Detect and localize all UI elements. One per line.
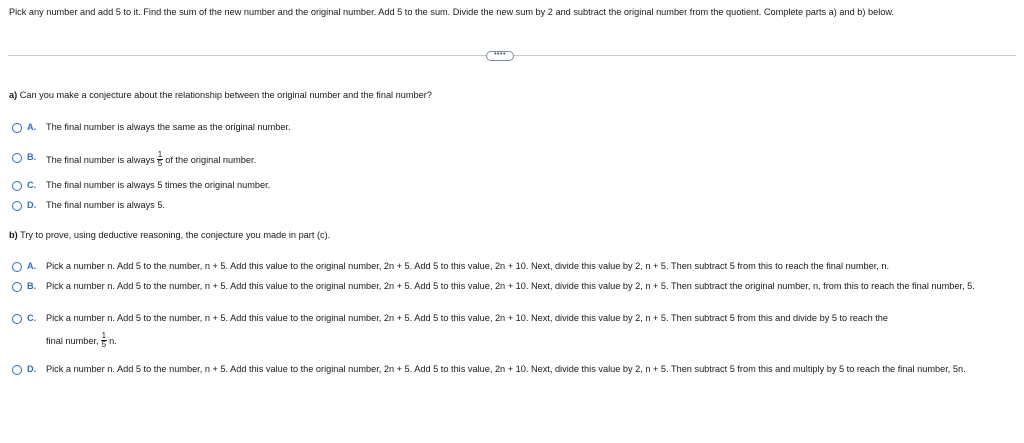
choice-text: Pick a number n. Add 5 to the number, n + 5. Add this value to the original number, 2n + 5. Add 5 to this value, 2n + 10. Next, divide this value by 2, n + 5. Then subtract the original number, n, from this to reach the final number, 5. <box>46 281 975 291</box>
choice-letter: C. <box>27 180 37 190</box>
choice-text <box>46 313 1008 350</box>
choice-letter: B. <box>27 152 37 162</box>
choice-text: Pick a number n. Add 5 to the number, n + 5. Add this value to the original number, 2n + 5. Add 5 to this value, 2n + 10. Next, divide this value by 2, n + 5. Then subtract 5 from this to reach the final number, n. <box>46 261 890 271</box>
radio-button[interactable] <box>12 282 22 292</box>
radio-button[interactable] <box>12 123 22 133</box>
choice-text-after: of the original number. <box>165 154 257 165</box>
choice-text-line1: Pick a number n. Add 5 to the number, n + 5. Add this value to the original number, 2n + 5. Add 5 to this value, 2n + 10. Next, divide this value by 2, n + 5. Then subtract 5 from this and divide by 5 to reach the <box>46 313 889 323</box>
fraction-numerator: 1 <box>101 331 107 340</box>
problem-statement: Pick any number and add 5 to it. Find the sum of the new number and the original number. Add 5 to the sum. Divide the new sum by 2 and subtract the original number from the quotient. Complete parts a) and b) below. <box>9 7 895 17</box>
fraction <box>101 332 107 349</box>
choice-text <box>46 152 1008 169</box>
choice-letter: D. <box>27 200 37 210</box>
choice-text-after: n. <box>109 335 117 346</box>
choice-text-before: The final number is always <box>46 154 155 165</box>
fraction-denominator: 5 <box>101 340 107 349</box>
part-a-question <box>9 90 432 101</box>
part-a-question-text: Can you make a conjecture about the relationship between the original number and the final number? <box>19 90 432 100</box>
choice-text: The final number is always the same as the original number. <box>46 122 291 132</box>
radio-button[interactable] <box>12 181 22 191</box>
radio-button[interactable] <box>12 314 22 324</box>
part-b-label: b) <box>9 230 18 240</box>
choice-letter: A. <box>27 122 37 132</box>
radio-button[interactable] <box>12 201 22 211</box>
radio-button[interactable] <box>12 153 22 163</box>
expand-button[interactable]: •••• <box>486 51 514 61</box>
choice-text: The final number is always 5. <box>46 200 165 210</box>
part-b-question <box>9 230 330 241</box>
fraction-numerator: 1 <box>157 150 163 159</box>
fraction-denominator: 5 <box>157 159 163 168</box>
choice-text-before: final number, <box>46 335 99 346</box>
part-b-question-text: Try to prove, using deductive reasoning, the conjecture you made in part (c). <box>20 230 331 240</box>
choice-text: The final number is always 5 times the original number. <box>46 180 271 190</box>
choice-text-line2 <box>46 333 117 350</box>
choice-letter: C. <box>27 313 37 323</box>
choice-letter: A. <box>27 261 37 271</box>
part-a-label: a) <box>9 90 18 100</box>
radio-button[interactable] <box>12 365 22 375</box>
choice-letter: D. <box>27 364 37 374</box>
choice-text: Pick a number n. Add 5 to the number, n + 5. Add this value to the original number, 2n + 5. Add 5 to this value, 2n + 10. Next, divide this value by 2, n + 5. Then subtract 5 from this and multiply by 5 to reach the final number, 5n. <box>46 364 966 374</box>
fraction <box>157 151 163 168</box>
radio-button[interactable] <box>12 262 22 272</box>
choice-letter: B. <box>27 281 37 291</box>
